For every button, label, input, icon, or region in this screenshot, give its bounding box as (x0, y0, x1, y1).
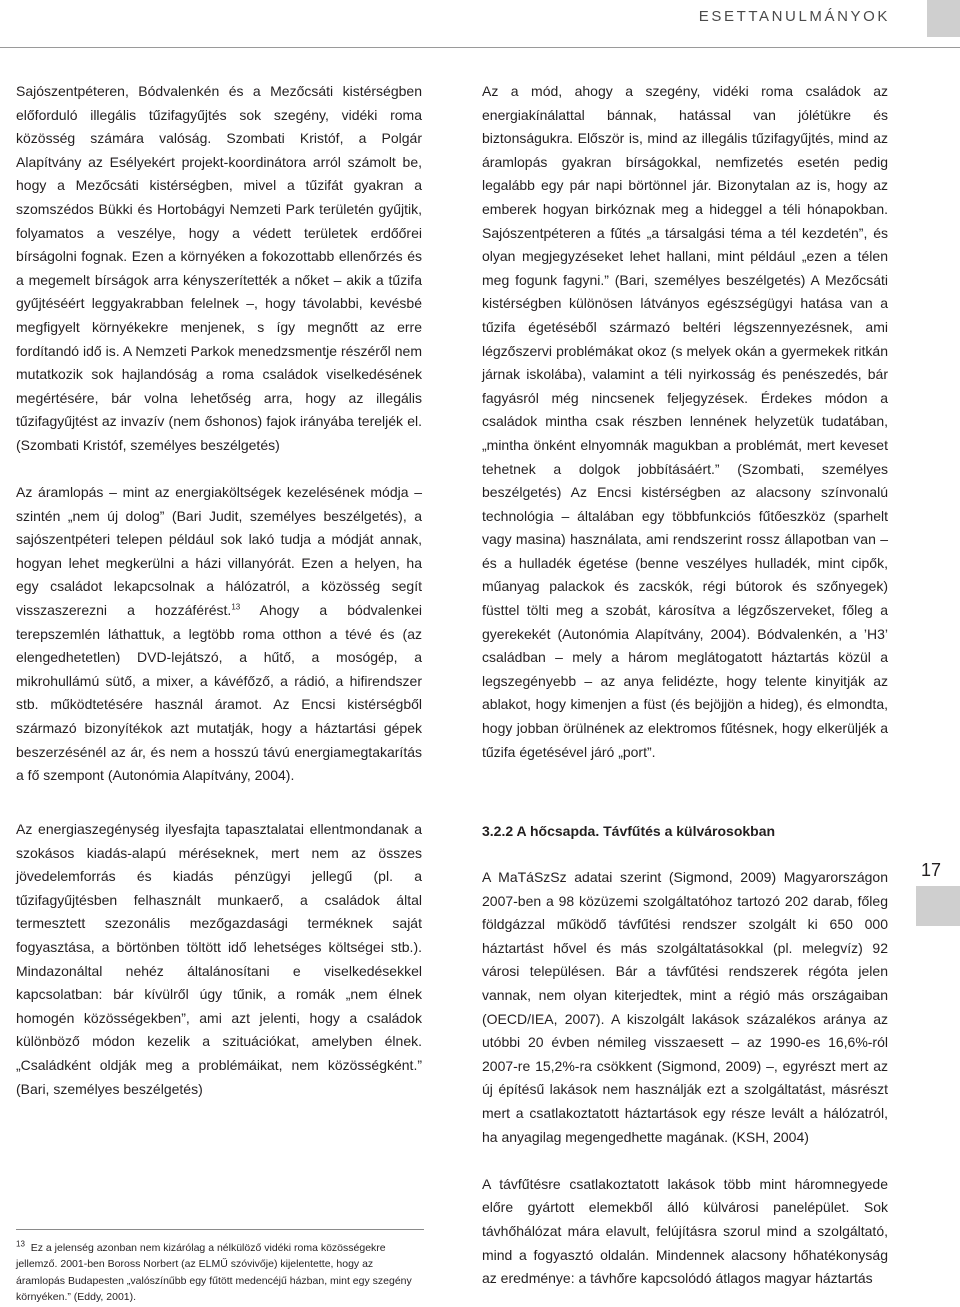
header-corner-block (927, 0, 960, 37)
right-paragraph-2: A MaTáSzSz adatai szerint (Sigmond, 2009) Magyarországon 2007-ben a 98 közüzemi szolgáltatóhoz tartozó 202 darab, főleg földgázzal működő távfűtési rendszer szolgált ki 650 000 háztartást hővel és más szolgáltatásokkal (pl. melegvíz) 92 városi településen. Bár a távfűtési rendszerek régóta jelen vannak, nem olyan kiterjedtek, mint a régió más országaiban (OECD/IEA, 2007). A kiszolgált lakások százalékos aránya az utóbbi 20 évben némileg visszaesett – az 1990-es 16,6%-ról 2007-re 15,2%-ra csökkent (Sigmond, 2009) –, egyrészt mert az új építésű lakások nem használják ezt a szolgáltatást, másrészt mert a csatlakoztatott háztartások egy része levált a hálózatról, ha anyagilag megengedhette magának. (KSH, 2004) (482, 869, 888, 1145)
page-number: 17 (920, 860, 942, 880)
footnote-divider (16, 1229, 424, 1230)
right-paragraph-1: Az a mód, ahogy a szegény, vidéki roma családok az energiakínálattal bánnak, hatással van jólétükre és biztonságukra. Először is, mind az illegális tűzifagyűjtés, mind az áramlopás gyakran bírságokkal, nemfizetés esetén pedig legalább egy pár napi börtönnel jár. Bizonytalan az is, hogy az emberek hogyan birkóznak meg a hideggel a téli hónapokban. Sajószentpéteren a fűtés „a társalgási téma a tél kezdetén”, és olyan megjegyzéseket lehet hallani, mint például „ezen a télen meg fogunk fagyni.” (Bari, személyes beszélgetés) A Mezőcsáti kistérségben különösen látványos egészségügyi hatása van a tűzifa égetéséből származó beltéri légszennyezésnek, ami légzőszervi problémákat okoz (s melyek okán a gyermekek ritkán járnak iskolába), valamint a téli nyirkosság és penészedés, bár fagyásról még nincsenek feljegyzések. Érdekes módon a családok mintha csak részben lennének helyzetük tudatában, „mintha önként elnyomnák magukban a problémát, mert keveset tehetnek a dolgok jobbításáért.” (Szombati, személyes beszélgetés) Az Encsi kistérségben az alacsony színvonalú technológia – általában egy többfunkciós fűtőeszköz (sparhelt vagy masina) használata, ami rendszerint rossz állapotban van – és a hulladék égetése (benne veszélyes hulladék, mint cipők, műanyag palackok és zacskók, régi bútorok és szőnyegek) füsttel tölti meg a szobát, károsítva a légzőszerveket, főleg a gyerekekét (Autonómia Alapítvány, 2004). Bódvalenkén, a ’H3’ családban – mely a három meglátogatott háztartás közül a legszegényebb – az anya felidézte, hogy telente kinyitják az ablakot, hogy kimenjen a füst (és bejöjjön a hideg), és elmondta, hogy jobban örülnének az elektromos fűtésnek, hogy elkerüljék a tűzifa égetésével járó „port”. (482, 83, 888, 760)
footnote-number: 13 (16, 1239, 25, 1249)
footnote-reference[interactable]: 13 (231, 602, 241, 612)
right-column (482, 80, 888, 764)
footnote (16, 1240, 422, 1306)
left-paragraph-1: Sajószentpéteren, Bódvalenkén és a Mezőcsáti kistérségben előforduló illegális tűzifagyűjtés sok szegény, vidéki roma közösség számára valóság. Szombati Kristóf, a Polgár Alapítvány az Esélyekért projekt-koordinátora arról számolt be, hogy a Mezőcsáti kistérségben, mivel a tűzifát gyakran a szomszédos Bükki és Hortobágyi Nemzeti Park területén gyűjtik, folyamatos a veszélye, hogy a védett területek erdőőrei bírságolni fognak. Ezen a környéken a fokozottabb ellenőrzés és a megemelt bírságok arra kényszerítették a nőket – akik a tűzifa gyűjtéséért leggyakrabban felelnek –, hogy távolabbi, kevésbé megfigyelt környékekre menjenek, s így megnőtt az erre fordítandó idő is. A Nemzeti Parkok menedzsmentje részéről nem mutatkozik sok hajlandóság a roma családok viselkedésének megértésére, bár volna lehetőség arra, hogy az illegális tűzifagyűjtést az invazív (nem őshonos) fajok irányába tereljék el. (Szombati Kristóf, személyes beszélgetés) (16, 83, 422, 453)
right-column-lower (482, 866, 888, 1291)
left-paragraph-2 (16, 481, 422, 788)
left-paragraph-2-text-a: Az áramlopás – mint az energiaköltségek kezelésének módja – szintén „nem új dolog” (Bari Judit, személyes beszélgetés), a sajószentpéteri telepen például sok lakó tudja a módját annak, hogyan lehet megkerülni a házi villanyórát. Ezen a helyen, ha egy családot lekapcsolnak a hálózatról, a közösség segít visszaszerezni a hozzáférést. (16, 484, 422, 619)
left-column-lower (16, 818, 422, 1101)
section-title: ESETTANULMÁNYOK (698, 8, 890, 25)
left-paragraph-3: Az energiaszegénység ilyesfajta tapasztalatai ellentmondanak a szokásos kiadás-alapú méréseknek, mert nem az összes jövedelemforrás és kiadás pénzügyi jellegű (pl. a tűzifagyűjtésben felhasznált munkaerő, a családok által termesztett szezonális mezőgazdasági terméknek saját fogyasztása, a börtönben töltött idő lehetséges költségei stb.). Mindazonáltal nehéz általánosítani e viselkedésekkel kapcsolatban: bár kívülről úgy tűnik, a romák „nem élnek homogén közösségekben”, ami azt jelenti, hogy a családok különböző módon kezelik a szituációkat, amelyben élnek. „Családként oldják meg a problémáikat, nem közösségként.” (Bari, személyes beszélgetés) (16, 821, 422, 1097)
left-column (16, 80, 422, 788)
page-number-block (916, 886, 960, 926)
left-paragraph-2-text-b: Ahogy a bódvalenkei terepszemlén láthattuk, a legtöbb roma otthon a tévé és (az elengedhetetlen) DVD-lejátszó, a hűtő, a mosógép, a mikrohullámú sütő, a mixer, a kávéfőző, a rádió, a hifirendszer stb. működtetésére használ áramot. Az Encsi kistérségből származó bizonyítékok azt mutatják, hogy a háztartási gépek beszerzésénél az ár, és nem a hosszú távú energiamegtakarítás a fő szempont (Autonómia Alapítvány, 2004). (16, 602, 422, 784)
section-heading: 3.2.2 A hőcsapda. Távfűtés a külvárosokban (482, 823, 776, 839)
right-paragraph-3: A távfűtésre csatlakoztatott lakások több mint háromnegyede előre gyártott elemekből álló külvárosi panelépület. Sok távhőhálózat mára elavult, felújításra szorul mind a szolgáltató, mind a fogyasztó oldalán. Mindennek alacsony hőhatékonyság az eredménye: a távhőre kapcsolódó átlagos magyar háztartás (482, 1175, 888, 1287)
footnote-entry (16, 1240, 422, 1306)
footnote-text: Ez a jelenség azonban nem kizárólag a nélkülöző vidéki roma közösségekre jellemző. 2001-ben Boross Norbert (az ELMŰ szóvivője) kijelentette, hogy az áramlopás Budapesten „valószínűbb egy fűtött medencéjű házban, mint egy szegény környéken.” (Eddy, 2001). (16, 1242, 412, 1304)
header-divider (0, 47, 960, 48)
